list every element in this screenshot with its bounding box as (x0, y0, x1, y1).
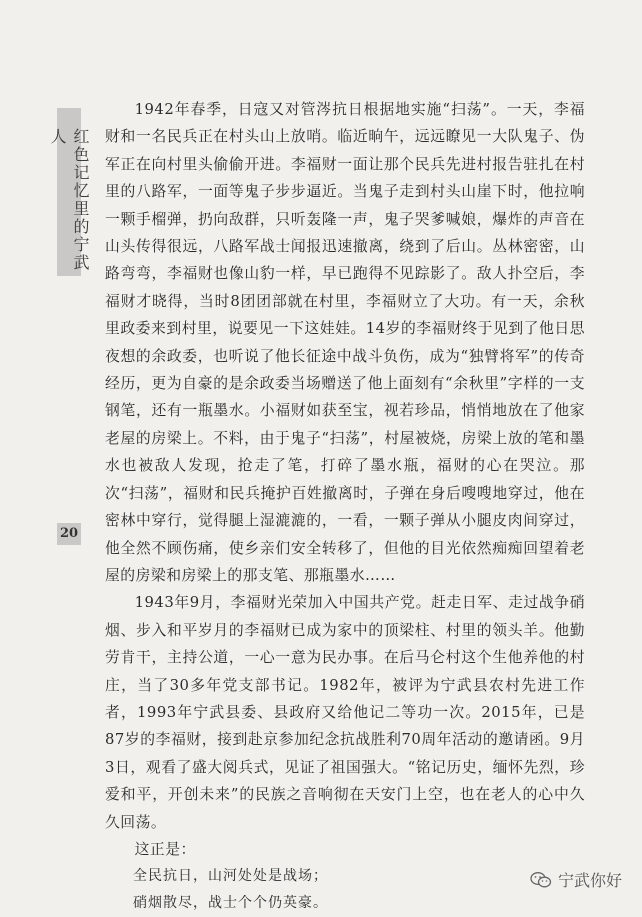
book-title-tab (48, 108, 90, 276)
poem-line-1: 全民抗日，山河处处是战场； (133, 868, 328, 885)
page-number: 20 (57, 523, 81, 545)
watermark-text: 宁武你好 (557, 871, 622, 890)
account-watermark (530, 868, 622, 891)
poem-lead-in: 这正是： (134, 840, 196, 858)
paragraph-1: 1942年春季，日寇又对管涔抗日根据地实施“扫荡”。一天，李福财和一名民兵正在村头山上放哨。临近晌午，远远瞭见一大队鬼子、伪军正在向村里头偷偷开进。李福财一面让那个民兵先进村报告驻扎在村里的八路军，一面等鬼子步步逼近。当鬼子走到村头山崖下时，他拉响一颗手榴弹，扔向敌群，只听轰隆一声，鬼子哭爹喊娘，爆炸的声音在山头传得很远，八路军战士闻报迅速撤离，绕到了后山。丛林密密，山路弯弯，李福财也像山豹一样，早已跑得不见踪影了。敌人扑空后，李福财才晓得，当时8团团部就在村里，李福财立了大功。有一天，余秋里政委来到村里，说要见一下这娃娃。14岁的李福财终于见到了他日思夜想的余政委，也听说了他长征途中战斗负伤，成为“独臂将军”的传奇经历，更为自豪的是余政委当场赠送了他上面刻有“余秋里”字样的一支钢笔，还有一瓶墨水。小福财如获至宝，视若珍品，悄悄地放在了他家老屋的房梁上。不料，由于鬼子“扫荡”，村屋被烧，房梁上放的笔和墨水也被敌人发现，抢走了笔，打碎了墨水瓶，福财的心在哭泣。那次“扫荡”，福财和民兵掩护百姓撤离时，子弹在身后嗖嗖地穿过，他在密林中穿行，觉得腿上湿漉漉的，一看，一颗子弹从小腿皮肉间穿过，他全然不顾伤痛，使乡亲们安全转移了，但他的目光依然痴痴回望着老屋的房梁和房梁上的那支笔、那瓶墨水…… (105, 101, 585, 584)
wechat-icon (530, 871, 552, 889)
poem-line-2: 硝烟散尽，战士个个仍英豪。 (133, 895, 328, 912)
page-body (105, 96, 585, 917)
book-title: 红色记忆里的宁武人 (48, 128, 90, 272)
paragraph-2: 1943年9月，李福财光荣加入中国共产党。赶走日军、走过战争硝烟、步入和平岁月的李福财已成为家中的顶梁柱、村里的领头羊。他勤劳肯干，主持公道，一心一意为民办事。在后马仑村这个生他养他的村庄，当了30多年党支部书记。1982年，被评为宁武县农村先进工作者，1993年宁武县委、县政府又给他记二等功一次。2015年，已是87岁的李福财，接到赴京参加纪念抗战胜利70周年活动的邀请函。9月3日，观看了盛大阅兵式，见证了祖国强大。“铭记历史，缅怀先烈，珍爱和平，开创未来”的民族之音响彻在天安门上空，也在老人的心中久久回荡。 (105, 594, 585, 831)
